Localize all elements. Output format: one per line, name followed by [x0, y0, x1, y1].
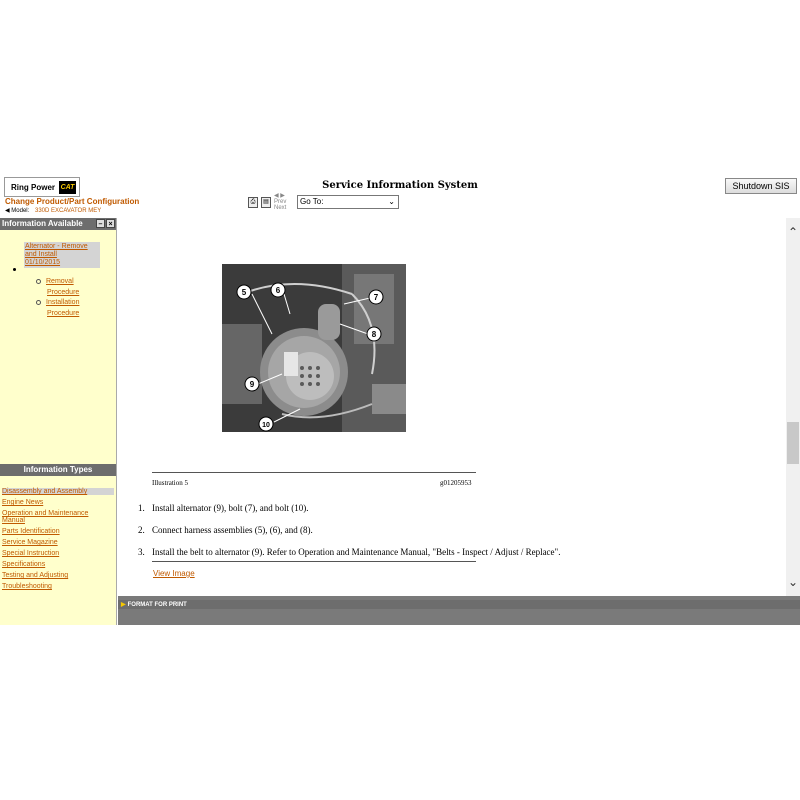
toolbar: [248, 195, 399, 209]
scroll-thumb[interactable]: [787, 422, 799, 464]
cat-logo-icon: CAT: [59, 181, 76, 194]
svg-text:7: 7: [373, 293, 379, 302]
format-for-print-button[interactable]: ▶ FORMAT FOR PRINT: [121, 602, 187, 608]
goto-label: Go To:: [300, 197, 324, 206]
svg-text:10: 10: [262, 422, 270, 429]
doc-title-line1: Alternator - Remove: [25, 243, 88, 250]
step-number: 3.: [138, 547, 145, 557]
step-3: [138, 547, 560, 557]
doc-title-line2: and Install: [25, 251, 57, 258]
step-number: 2.: [138, 525, 145, 535]
doc-date: 01/10/2015: [25, 259, 61, 266]
bullet-icon: [13, 268, 16, 271]
document-link[interactable]: [24, 242, 100, 268]
close-icon[interactable]: ×: [106, 219, 115, 228]
circle-bullet-icon: [36, 279, 41, 284]
callout-6: [271, 283, 285, 297]
callout-8: [367, 327, 381, 341]
play-arrow-icon: ▶: [121, 602, 126, 608]
model-line: [5, 207, 101, 214]
prev-next-label: Prev Next: [274, 199, 287, 211]
info-type-engine-news[interactable]: Engine News: [2, 499, 44, 506]
logo-text: Ring Power: [11, 182, 56, 192]
footer-bar: [118, 596, 800, 625]
callout-5: [237, 285, 251, 299]
illustration-label: Illustration 5: [152, 479, 188, 487]
info-available-header: [0, 218, 116, 230]
scroll-up-icon[interactable]: ⌃: [787, 225, 799, 239]
alternator-illustration: [222, 264, 406, 432]
section-divider: [152, 561, 476, 562]
callout-10: [259, 417, 273, 431]
removal-procedure-link[interactable]: Removal: [36, 276, 74, 287]
installation-procedure-line2[interactable]: Procedure: [47, 310, 80, 317]
info-type-special-instruction[interactable]: Special Instruction: [2, 550, 60, 557]
step-text: Install alternator (9), bolt (7), and bolt (10).: [152, 503, 309, 513]
svg-text:8: 8: [371, 330, 377, 339]
shutdown-sis-button[interactable]: Shutdown SIS: [725, 178, 797, 194]
info-type-service-magazine[interactable]: Service Magazine: [2, 539, 58, 546]
info-type-operation-maintenance[interactable]: Operation and Maintenance Manual: [2, 510, 89, 524]
info-type-parts-identification[interactable]: Parts Identification: [2, 528, 60, 535]
svg-text:9: 9: [249, 380, 255, 389]
step-number: 1.: [138, 503, 145, 513]
svg-text:6: 6: [275, 286, 281, 295]
info-type-troubleshooting[interactable]: Troubleshooting: [2, 583, 52, 590]
change-configuration-link[interactable]: Change Product/Part Configuration: [5, 197, 140, 206]
illustration-id: g01205953: [440, 479, 472, 487]
model-label: Model:: [11, 208, 30, 214]
document-icon[interactable]: ▤: [261, 197, 271, 208]
prev-next-arrows[interactable]: ◀ ▶ Prev Next: [274, 193, 294, 211]
document-content: [118, 218, 786, 596]
back-arrow-icon[interactable]: ◀: [5, 208, 10, 214]
sidebar: [0, 218, 117, 625]
callout-7: [369, 290, 383, 304]
circle-bullet-icon: [36, 300, 41, 305]
scroll-down-icon[interactable]: ⌄: [787, 575, 799, 589]
info-types-header: Information Types: [0, 464, 116, 476]
minimize-icon[interactable]: –: [96, 219, 105, 228]
info-available-title: Information Available: [2, 219, 83, 228]
view-image-link[interactable]: View Image: [153, 569, 195, 578]
installation-procedure-link[interactable]: Installation: [36, 297, 79, 308]
caption-divider: [152, 472, 476, 473]
goto-select[interactable]: [297, 195, 399, 209]
removal-procedure-line2[interactable]: Procedure: [47, 289, 80, 296]
header: [0, 175, 800, 218]
sis-window: [0, 175, 800, 625]
app-title: Service Information System: [322, 180, 478, 191]
step-1: [138, 503, 308, 513]
info-types-list: [2, 488, 114, 594]
print-icon[interactable]: ⎙: [248, 197, 258, 208]
step-text: Connect harness assemblies (5), (6), and (8).: [152, 525, 313, 535]
footer-strip: [118, 600, 800, 609]
svg-text:5: 5: [241, 288, 247, 297]
vertical-scrollbar[interactable]: [786, 218, 800, 596]
chevron-down-icon: ⌄: [388, 197, 395, 206]
step-text: Install the belt to alternator (9). Refer to Operation and Maintenance Manual, "Belts - Inspect / Adjust / Replace".: [152, 547, 561, 557]
alternator-photo-svg: [222, 264, 406, 432]
info-type-testing-adjusting[interactable]: Testing and Adjusting: [2, 572, 69, 579]
model-value[interactable]: 330D EXCAVATOR MEY: [34, 208, 102, 214]
callout-9: [245, 377, 259, 391]
info-type-disassembly[interactable]: Disassembly and Assembly: [2, 488, 114, 495]
step-2: [138, 525, 313, 535]
info-type-specifications[interactable]: Specifications: [2, 561, 46, 568]
